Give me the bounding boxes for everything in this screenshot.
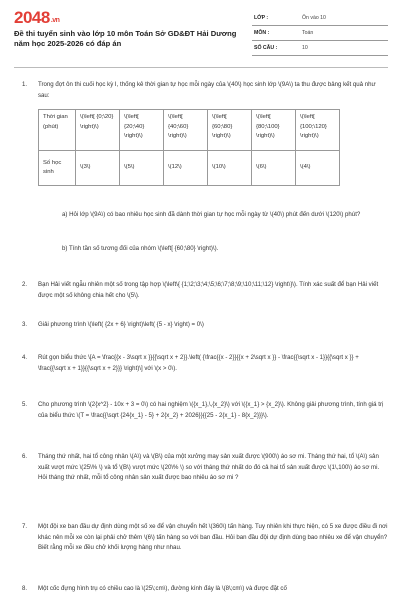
question-number: 8.: [22, 585, 28, 592]
table-cell: \(6\): [252, 151, 296, 186]
info-value: Ôn vào 10: [300, 11, 388, 26]
question-number: 2.: [22, 281, 28, 288]
question-text: Cho phương trình \(2{x^2} - 10x + 3 = 0\) có hai nghiệm \({x_1},\,{x_2}\) với \({x_1} > {x_2}\). Không giải phương trình, tính giá trị của biểu thức \(T = \frac{{\sqrt {24{x_1} - 5} + 2{x_2} + 2026}}{{25 - 2{x_1} - 8{x_2}}}\).: [38, 401, 384, 419]
exam-info-table: [252, 11, 388, 56]
info-row: [252, 11, 388, 26]
table-cell: \(10\): [208, 151, 252, 186]
sub-question-a: a) Hỏi lớp \(9A\) có bao nhiêu học sinh đã dành thời gian tự học mỗi ngày từ \(40\) phút đến dưới \(120\) phút?: [62, 211, 361, 218]
info-row: [252, 41, 388, 56]
question-text: Một đội xe ban đầu dự định dùng một số xe để vận chuyển hết \(360\) tấn hàng. Tuy nhiên khi thực hiện, có 5 xe được điều đi nơi khác nên mỗi xe còn lại phải chở thêm \(6\) tấn hàng so với ban đầu. Hỏi ban đầu đội dự định dùng bao nhiêu xe để vận chuyển? Biết rằng mỗi xe đều chở khối lượng hàng như nhau.: [38, 523, 388, 551]
info-key: MÔN :: [252, 26, 300, 41]
info-key: LỚP :: [252, 11, 300, 26]
question-text: Một cốc đựng hình trụ có chiều cao là \(25\;cm\), đường kính đáy là \(8\;cm\) và được đặt cố: [38, 585, 287, 592]
info-row: [252, 26, 388, 41]
question-text: Bạn Hải viết ngẫu nhiên một số trong tập hợp \(\left\{ {1;\2;\3;\4;\5;\6;\7;\8;\9;\10;\11;\12} \right\}\). Tính xác suất để bạn Hải viết được một số không chia hết cho \(5\).: [38, 281, 379, 299]
table-cell: \(\left[ {40;\60} \right)\): [164, 110, 208, 151]
table-cell: \(\left[ {80;\100} \right)\): [252, 110, 296, 151]
question-text: Trong đợt ôn thi cuối học kỳ I, thống kê thời gian tự học mỗi ngày của \(40\) học sinh lớp \(9A\) ta thu được bảng kết quả như sau:: [38, 81, 376, 99]
table-cell: \(\left[ {20;\40} \right)\): [120, 110, 164, 151]
question-number: 6.: [22, 453, 28, 460]
logo-text: 2048: [14, 8, 50, 27]
table-cell: \(5\): [120, 151, 164, 186]
question-number: 7.: [22, 523, 28, 530]
info-value: Toán: [300, 26, 388, 41]
table-row: [39, 151, 340, 186]
table-cell: \(\left[ {0;\20} \right)\): [76, 110, 120, 151]
header: [0, 0, 400, 70]
question-number: 5.: [22, 401, 28, 408]
table-cell: \(\left[ {100;\120} \right)\): [296, 110, 340, 151]
table-cell: Thời gian (phút): [39, 110, 76, 151]
question-text: Giải phương trình \(\left( {2x + 6} \right)\left( {5 - x} \right) = 0\): [38, 321, 204, 328]
site-logo[interactable]: [14, 8, 59, 28]
table-cell: Số học sinh: [39, 151, 76, 186]
header-divider: [14, 67, 388, 68]
frequency-table: [38, 109, 340, 186]
info-key: SỐ CÂU :: [252, 41, 300, 56]
exam-title: Đề thi tuyển sinh vào lớp 10 môn Toán Sở GD&ĐT Hải Dương năm học 2025-2026 có đáp án: [14, 29, 237, 48]
question-text: Rút gọn biểu thức \[A = \frac{{x - 3\sqrt x }}{{\sqrt x + 2}}.\left( {\frac{{x - 2}}{{x + 2\sqrt x }} - \frac{{\sqrt x - 1}}{{\sqrt x }} + \frac{{\sqrt x + 1}}{{\sqrt x + 2}}} \right)\] với \(x > 0\).: [38, 354, 359, 372]
question-number: 1.: [22, 81, 28, 88]
question-number: 3.: [22, 321, 28, 328]
question-number: 4.: [22, 354, 28, 361]
table-header-row: [39, 110, 340, 151]
logo-ext: .vn: [50, 17, 60, 24]
table-cell: \(\left[ {60;\80} \right)\): [208, 110, 252, 151]
table-cell: \(4\): [296, 151, 340, 186]
table-cell: \(3\): [76, 151, 120, 186]
question-text: Tháng thứ nhất, hai tổ công nhân \(A\) và \(B\) của một xưởng may sản xuất được \(900\) áo sơ mi. Tháng thứ hai, tổ \(A\) sản xuất vượt mức \(25\% \) và tổ \(B\) vượt mức \(20\% \) so với tháng thứ nhất do đó cả hai tổ sản xuất được \(1\,100\) áo sơ mi. Hỏi tháng thứ nhất, mỗi tổ công nhân sản xuất được bao nhiêu áo sơ mi ?: [38, 453, 380, 481]
table-cell: \(12\): [164, 151, 208, 186]
sub-question-b: b) Tính tần số tương đối của nhóm \(\left[ {60;\80} \right)\).: [62, 245, 219, 252]
info-value: 10: [300, 41, 388, 56]
